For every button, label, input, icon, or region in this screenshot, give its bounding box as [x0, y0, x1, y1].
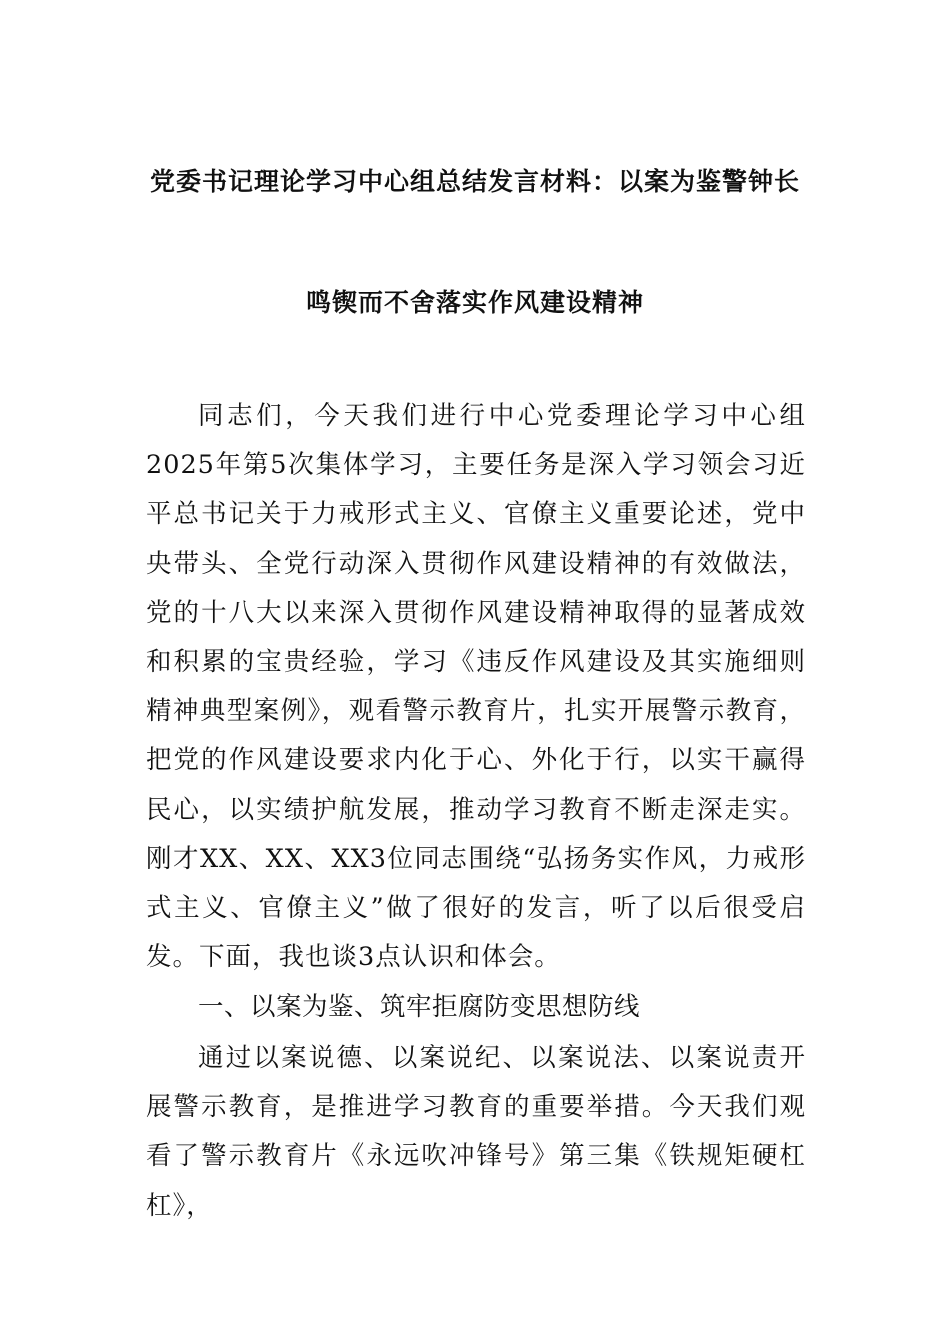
section-1-paragraph: 通过以案说德、以案说纪、以案说法、以案说责开展警示教育，是推进学习教育的重要举措。今天我们观看了警示教育片《永远吹冲锋号》第三集《铁规矩硬杠杠》， — [146, 1043, 806, 1221]
section-heading-1: 一、以案为鉴、筑牢拒腐防变思想防线 — [198, 992, 641, 1022]
document-title-line-1: 党委书记理论学习中心组总结发言材料：以案为鉴警钟长 — [149, 167, 800, 196]
document-title-line-2: 鸣锲而不舍落实作风建设精神 — [305, 288, 644, 317]
opening-paragraph: 同志们，今天我们进行中心党委理论学习中心组2025年第5次集体学习，主要任务是深入学习领会习近平总书记关于力戒形式主义、官僚主义重要论述，党中央带头、全党行动深入贯彻作风建设精神的有效做法，党的十八大以来深入贯彻作风建设精神取得的显著成效和积累的宝贵经验，学习《违反作风建设及其实施细则精神典型案例》，观看警示教育片，扎实开展警示教育，把党的作风建设要求内化于心、外化于行，以实干赢得民心，以实绩护航发展，推动学习教育不断走深走实。刚才XX、XX、XX3位同志围绕“弘扬务实作风，力戒形式主义、官僚主义”做了很好的发言，听了以后很受启发。下面，我也谈3点认识和体会。 — [146, 401, 806, 973]
